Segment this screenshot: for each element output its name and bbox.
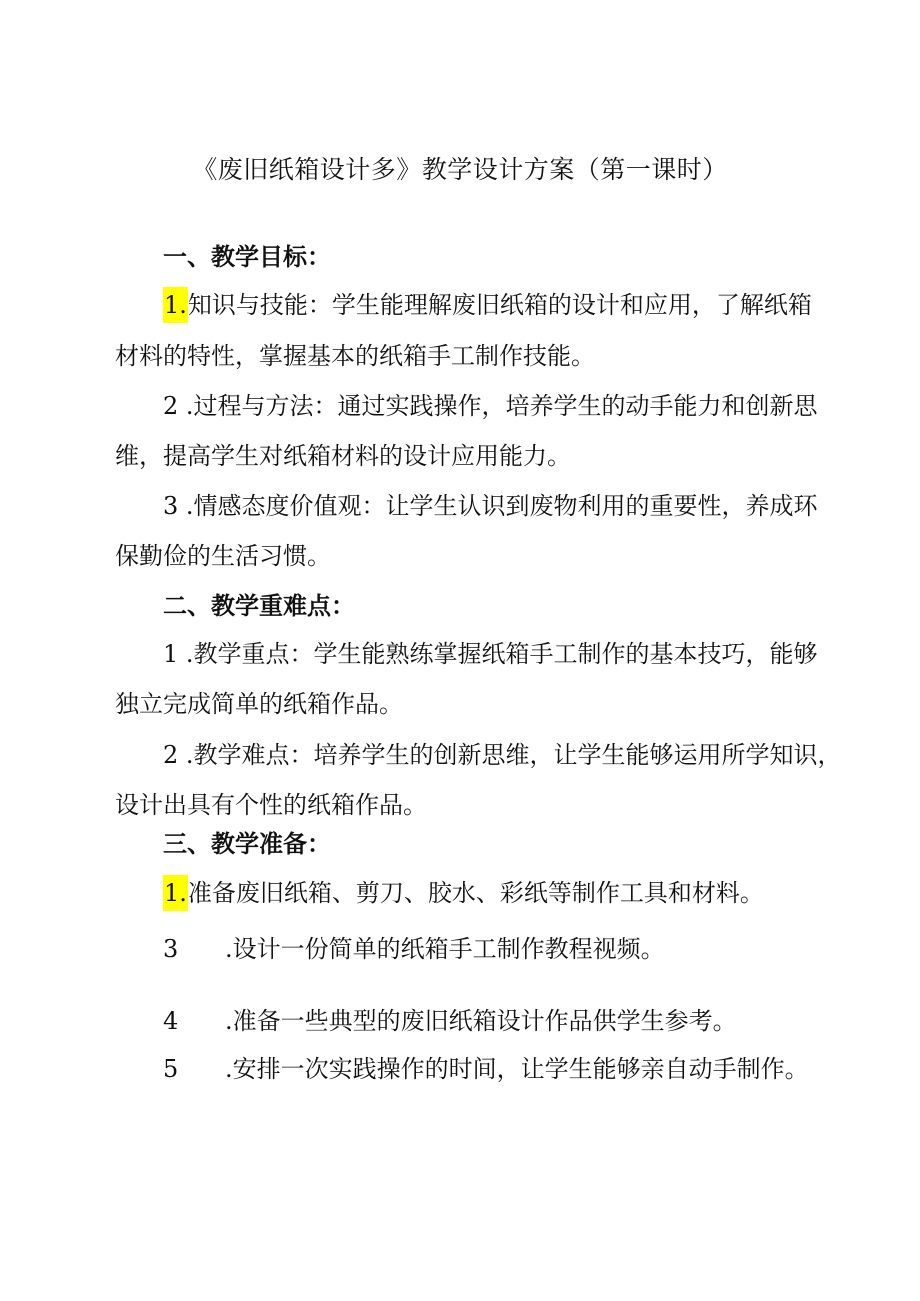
item-number: 3 . xyxy=(163,492,194,520)
section-heading-preparation: 三、教学准备： xyxy=(163,829,331,858)
item-text: .安排一次实践操作的时间，让学生能够亲自动手制作。 xyxy=(225,1055,809,1083)
item-number: 1 . xyxy=(163,640,194,668)
item-text: 教学重点：学生能熟练掌握纸箱手工制作的基本技巧，能够 xyxy=(193,640,818,668)
item-number: 2 . xyxy=(163,741,194,769)
objective-2-line-1 xyxy=(163,388,818,424)
item-number: 2 . xyxy=(163,392,194,420)
objective-1-line-1 xyxy=(163,287,812,323)
item-number: 5 xyxy=(163,1055,179,1083)
objective-2-line-2: 维，提高学生对纸箱材料的设计应用能力。 xyxy=(115,442,571,470)
keypoint-1-line-1 xyxy=(163,636,818,672)
item-text: 知识与技能：学生能理解废旧纸箱的设计和应用，了解纸箱 xyxy=(187,291,812,319)
keypoint-2-line-2: 设计出具有个性的纸箱作品。 xyxy=(115,791,427,819)
prep-item-4 xyxy=(163,1003,737,1039)
prep-item-3 xyxy=(163,931,665,967)
prep-item-5 xyxy=(163,1051,809,1087)
item-number: 1. xyxy=(163,875,188,911)
document-title: 《废旧纸箱设计多》教学设计方案（第一课时） xyxy=(192,155,728,184)
objective-1-line-2: 材料的特性，掌握基本的纸箱手工制作技能。 xyxy=(115,342,595,370)
item-number: 4 xyxy=(163,1007,179,1035)
item-number: 1. xyxy=(163,287,188,323)
item-text: 准备废旧纸箱、剪刀、胶水、彩纸等制作工具和材料。 xyxy=(187,879,764,907)
objective-3-line-1 xyxy=(163,488,818,524)
item-text: 教学难点：培养学生的创新思维，让学生能够运用所学知识， xyxy=(193,741,842,769)
item-number: 3 xyxy=(163,935,179,963)
objective-3-line-2: 保勤俭的生活习惯。 xyxy=(115,542,331,570)
item-text: .准备一些典型的废旧纸箱设计作品供学生参考。 xyxy=(225,1007,737,1035)
item-text: 过程与方法：通过实践操作，培养学生的动手能力和创新思 xyxy=(193,392,818,420)
keypoint-1-line-2: 独立完成简单的纸箱作品。 xyxy=(115,690,403,718)
item-text: 情感态度价值观：让学生认识到废物利用的重要性，养成环 xyxy=(193,492,818,520)
section-heading-objectives: 一、教学目标： xyxy=(163,242,331,271)
keypoint-2-line-1 xyxy=(163,737,842,773)
section-heading-key-points: 二、教学重难点： xyxy=(163,591,355,620)
prep-item-1 xyxy=(163,875,764,911)
item-text: .设计一份简单的纸箱手工制作教程视频。 xyxy=(225,935,665,963)
